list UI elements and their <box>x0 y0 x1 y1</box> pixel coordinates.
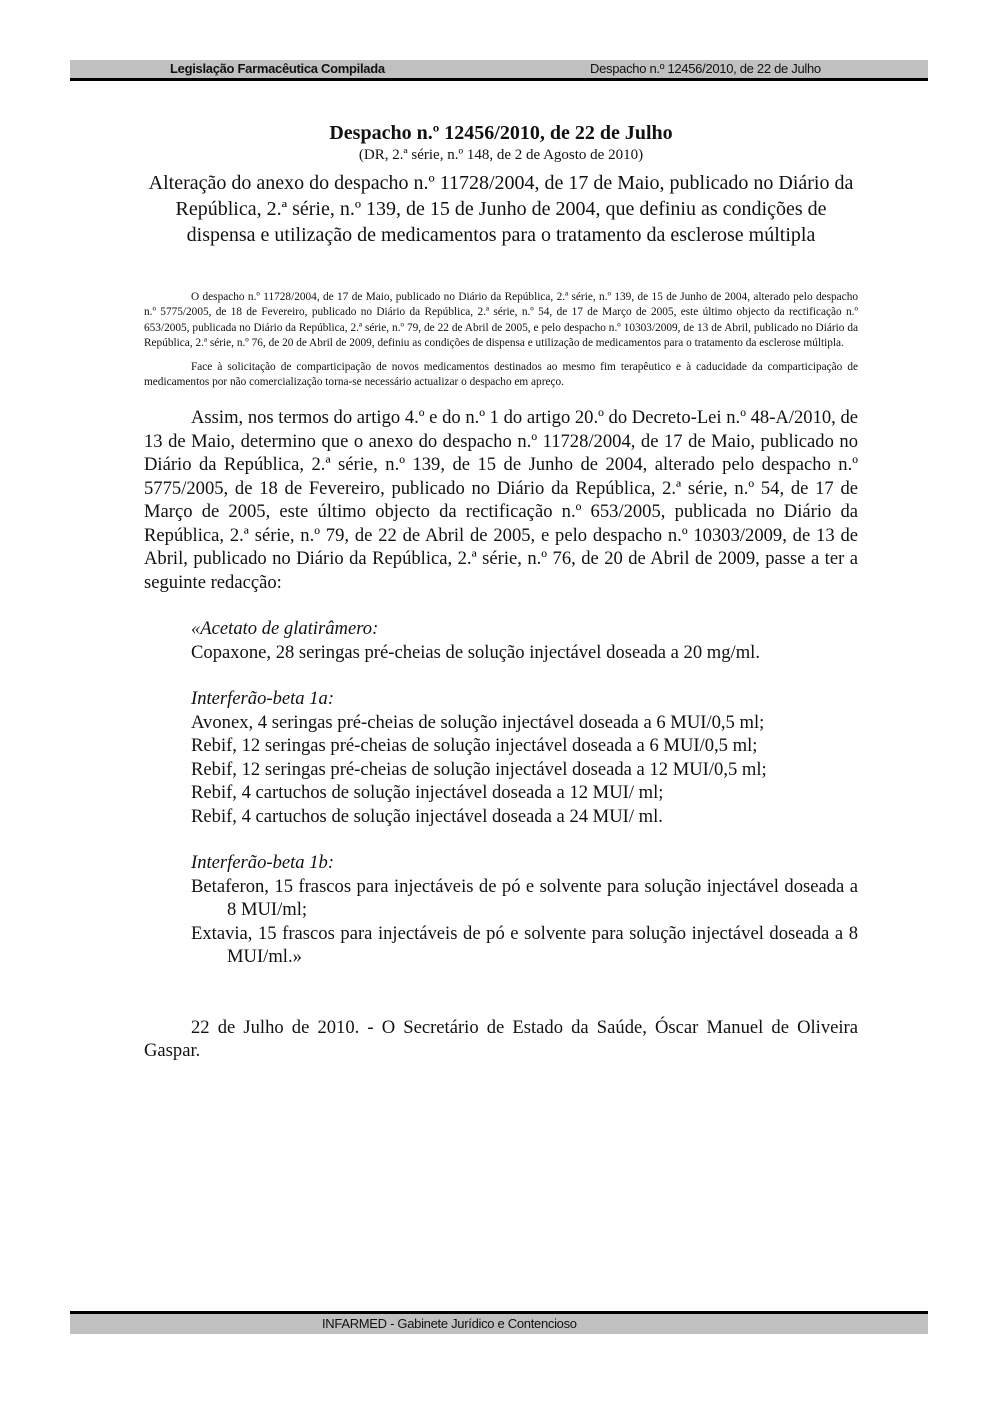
medication-group <box>191 687 858 828</box>
medication-item: Extavia, 15 frascos para injectáveis de pó e solvente para solução injectável doseada a 8 MUI/ml.» <box>191 922 858 968</box>
medication-item: Betaferon, 15 frascos para injectáveis de pó e solvente para solução injectável doseada a 8 MUI/ml; <box>191 875 858 921</box>
page-footer <box>70 1311 928 1334</box>
preamble-paragraph: Face à solicitação de comparticipação de novos medicamentos destinados ao mesmo fim terapêutico e à caducidade da comparticipação de medicamentos por não comercialização torna-se necessário actualizar o despacho em apreço. <box>144 360 858 389</box>
footer-text: INFARMED - Gabinete Jurídico e Contencioso <box>322 1316 577 1331</box>
header-document-ref: Despacho n.º 12456/2010, de 22 de Julho <box>590 61 821 76</box>
document-title: Despacho n.º 12456/2010, de 22 de Julho <box>329 122 673 144</box>
medication-item: Rebif, 4 cartuchos de solução injectável doseada a 24 MUI/ ml. <box>191 805 663 827</box>
document-summary: Alteração do anexo do despacho n.º 11728/2004, de 17 de Maio, publicado no Diário da República, 2.ª série, n.º 139, de 15 de Junho de 2004, que definiu as condições de dispensa e utilização de medicamentos para o tratamento da esclerose múltipla <box>148 172 854 246</box>
medication-group <box>191 617 858 664</box>
group-heading: «Acetato de glatirâmero: <box>191 618 379 640</box>
medication-item: Copaxone, 28 seringas pré-cheias de solução injectável doseada a 20 mg/ml. <box>191 641 760 663</box>
body-paragraph: Assim, nos termos do artigo 4.º e do n.º 1 do artigo 20.º do Decreto-Lei n.º 48-A/2010, de 13 de Maio, determino que o anexo do despacho n.º 11728/2004, de 17 de Maio, publicado no Diário da República, 2.ª série, n.º 139, de 15 de Junho de 2004, alterado pelo despacho n.º 5775/2005, de 18 de Fevereiro, publicado no Diário da República, 2.ª série, n.º 54, de 17 de Março de 2005, este último objecto da rectificação n.º 653/2005, publicada no Diário da República, 2.ª série, n.º 79, de 22 de Abril de 2005, e pelo despacho n.º 10303/2009, de 13 de Abril, publicado no Diário da República, 2.ª série, n.º 76, de 20 de Abril de 2009, passe a ter a seguinte redacção: <box>144 407 859 593</box>
document-body <box>144 120 858 1063</box>
group-heading: Interferão-beta 1a: <box>191 688 335 710</box>
signature: 22 de Julho de 2010. - O Secretário de Estado da Saúde, Óscar Manuel de Oliveira Gaspar. <box>144 1016 858 1062</box>
medication-item: Rebif, 12 seringas pré-cheias de solução injectável doseada a 12 MUI/0,5 ml; <box>191 758 767 780</box>
medication-group <box>191 851 858 969</box>
header-publication-title: Legislação Farmacêutica Compilada <box>170 61 385 76</box>
document-subtitle: (DR, 2.ª série, n.º 148, de 2 de Agosto de 2010) <box>358 147 644 163</box>
medication-item: Rebif, 4 cartuchos de solução injectável doseada a 12 MUI/ ml; <box>191 782 664 804</box>
group-heading: Interferão-beta 1b: <box>191 852 335 874</box>
medication-item: Avonex, 4 seringas pré-cheias de solução injectável doseada a 6 MUI/0,5 ml; <box>191 711 765 733</box>
page-header <box>70 60 928 81</box>
medication-item: Rebif, 12 seringas pré-cheias de solução injectável doseada a 6 MUI/0,5 ml; <box>191 735 758 757</box>
preamble-paragraph: O despacho n.º 11728/2004, de 17 de Maio, publicado no Diário da República, 2.ª série, n.º 139, de 15 de Junho de 2004, alterado pelo despacho n.º 5775/2005, de 18 de Fevereiro, publicado no Diário da República, 2.ª série, n.º 54, de 17 de Março de 2005, este último objecto da rectificação n.º 653/2005, publicada no Diário da República, 2.ª série, n.º 79, de 22 de Abril de 2005, e pelo despacho n.º 10303/2009, de 13 de Abril, publicado no Diário da República, 2.ª série, n.º 76, de 20 de Abril de 2009, definiu as condições de dispensa e utilização de medicamentos para o tratamento da esclerose múltipla. <box>144 291 858 350</box>
